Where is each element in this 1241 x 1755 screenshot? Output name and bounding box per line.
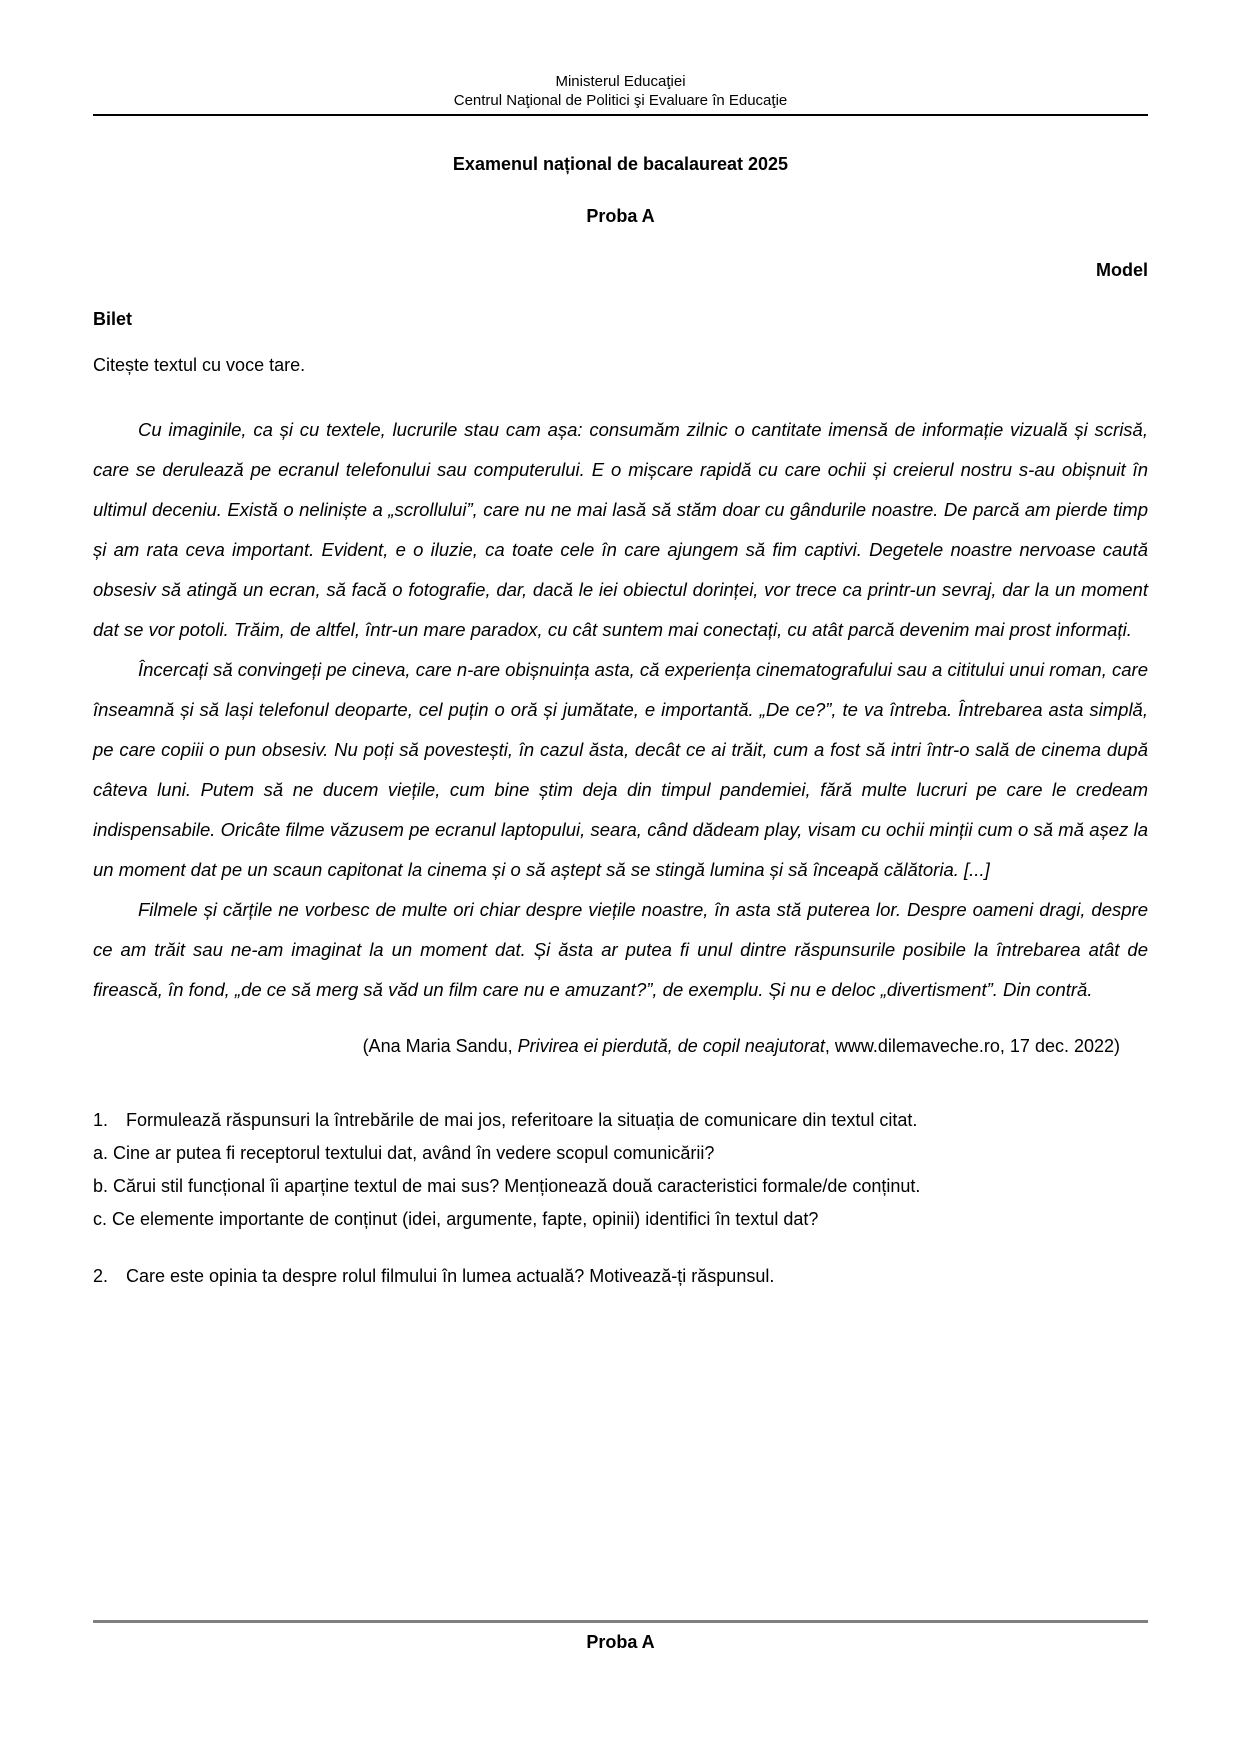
quoted-text-block: [93, 410, 1148, 1010]
model-label: Model: [1096, 260, 1148, 280]
header-ministry-line: Ministerul Educaţiei: [555, 73, 686, 90]
question-2: [93, 1260, 1148, 1293]
citation-line: [93, 1026, 1148, 1066]
proba-title: Proba A: [586, 206, 655, 226]
quoted-paragraph-2: Încercați să convingeți pe cineva, care n-are obișnuința asta, că experiența cinematografului sau a cititului unui roman, care înseamnă și să lași telefonul deoparte, cel puțin o oră și jumătate, e importantă. „De ce?”, te va întreba. Întrebarea asta simplă, pe care copiii o pun obsesiv. Nu poți să povestești, în cazul ăsta, decât ce ai trăit, cum a fost să intri într-o sală de cinema după câteva luni. Putem să ne ducem viețile, cum bine știm deja din timpul pandemiei, fără multe lucruri pe care le credeam indispensabile. Oricâte filme văzusem pe ecranul laptopului, seara, când dădeam play, visam cu ochii minții cum o să mă așez la un moment dat pe un scaun capitonat la cinema și o să aștept să se stingă lumina și să înceapă călătoria. [...]: [93, 659, 1148, 880]
question-2-text: Care este opinia ta despre rolul filmului în lumea actuală? Motivează-ți răspunsul.: [126, 1266, 775, 1286]
exam-title: Examenul național de bacalaureat 2025: [452, 154, 789, 174]
quoted-paragraph-3: Filmele și cărțile ne vorbesc de multe ori chiar despre viețile noastre, în asta stă puterea lor. Despre oameni dragi, despre ce am trăit sau ne-am imaginat la un moment dat. Și ăsta ar putea fi unul dintre răspunsurile posibile la întrebarea atât de firească, în fond, „de ce să merg să văd un film care nu e amuzant?”, de exemplu. Și nu e deloc „divertisment”. Din contră.: [93, 899, 1148, 1000]
citation-work-title: Privirea ei pierdută, de copil neajutorat: [517, 1036, 825, 1056]
reading-instruction: Citește textul cu voce tare.: [93, 355, 306, 375]
question-1: [93, 1104, 1148, 1137]
question-1-text: Formulează răspunsuri la întrebările de mai jos, referitoare la situația de comunicare din textul citat.: [126, 1110, 918, 1130]
question-2-number: 2.: [93, 1266, 109, 1286]
quoted-paragraph-1: Cu imaginile, ca și cu textele, lucrurile stau cam așa: consumăm zilnic o cantitate imensă de informație vizuală și scrisă, care se derulează pe ecranul telefonului sau computerului. E o mișcare rapidă cu care ochii și creierul nostru s-au obișnuit în ultimul deceniu. Există o neliniște a „scrollului”, care nu ne mai lasă să stăm doar cu gândurile noastre. De parcă am pierde timp și am rata ceva important. Evident, e o iluzie, ca toate cele în care ajungem să fim captivi. Degetele noastre nervoase caută obsesiv să atingă un ecran, să facă o fotografie, dar, dacă le iei obiectul dorinței, vor trece ca printr-un sevraj, dar la un moment dat se vor potoli. Trăim, de altfel, într-un mare paradox, cu cât suntem mai conectați, cu atât parcă devenim mai prost informați.: [93, 419, 1148, 640]
question-1-number: 1.: [93, 1110, 109, 1130]
question-1a: a. Cine ar putea fi receptorul textului dat, având în vedere scopul comunicării?: [93, 1143, 715, 1163]
footer-proba-label: Proba A: [586, 1632, 655, 1652]
header-center-line: Centrul Naţional de Politici şi Evaluare în Educaţie: [453, 92, 788, 109]
question-1b: b. Cărui stil funcțional îi aparține textul de mai sus? Menționează două caracteristici formale/de conținut.: [93, 1176, 921, 1196]
question-1c: c. Ce elemente importante de conținut (idei, argumente, fapte, opinii) identifici în textul dat?: [93, 1209, 819, 1229]
page-header: [93, 0, 1148, 116]
page-footer: [93, 1620, 1148, 1653]
citation-author: (Ana Maria Sandu,: [362, 1036, 518, 1056]
bilet-heading: Bilet: [93, 309, 133, 329]
citation-source-date: , www.dilemaveche.ro, 17 dec. 2022): [824, 1036, 1120, 1056]
